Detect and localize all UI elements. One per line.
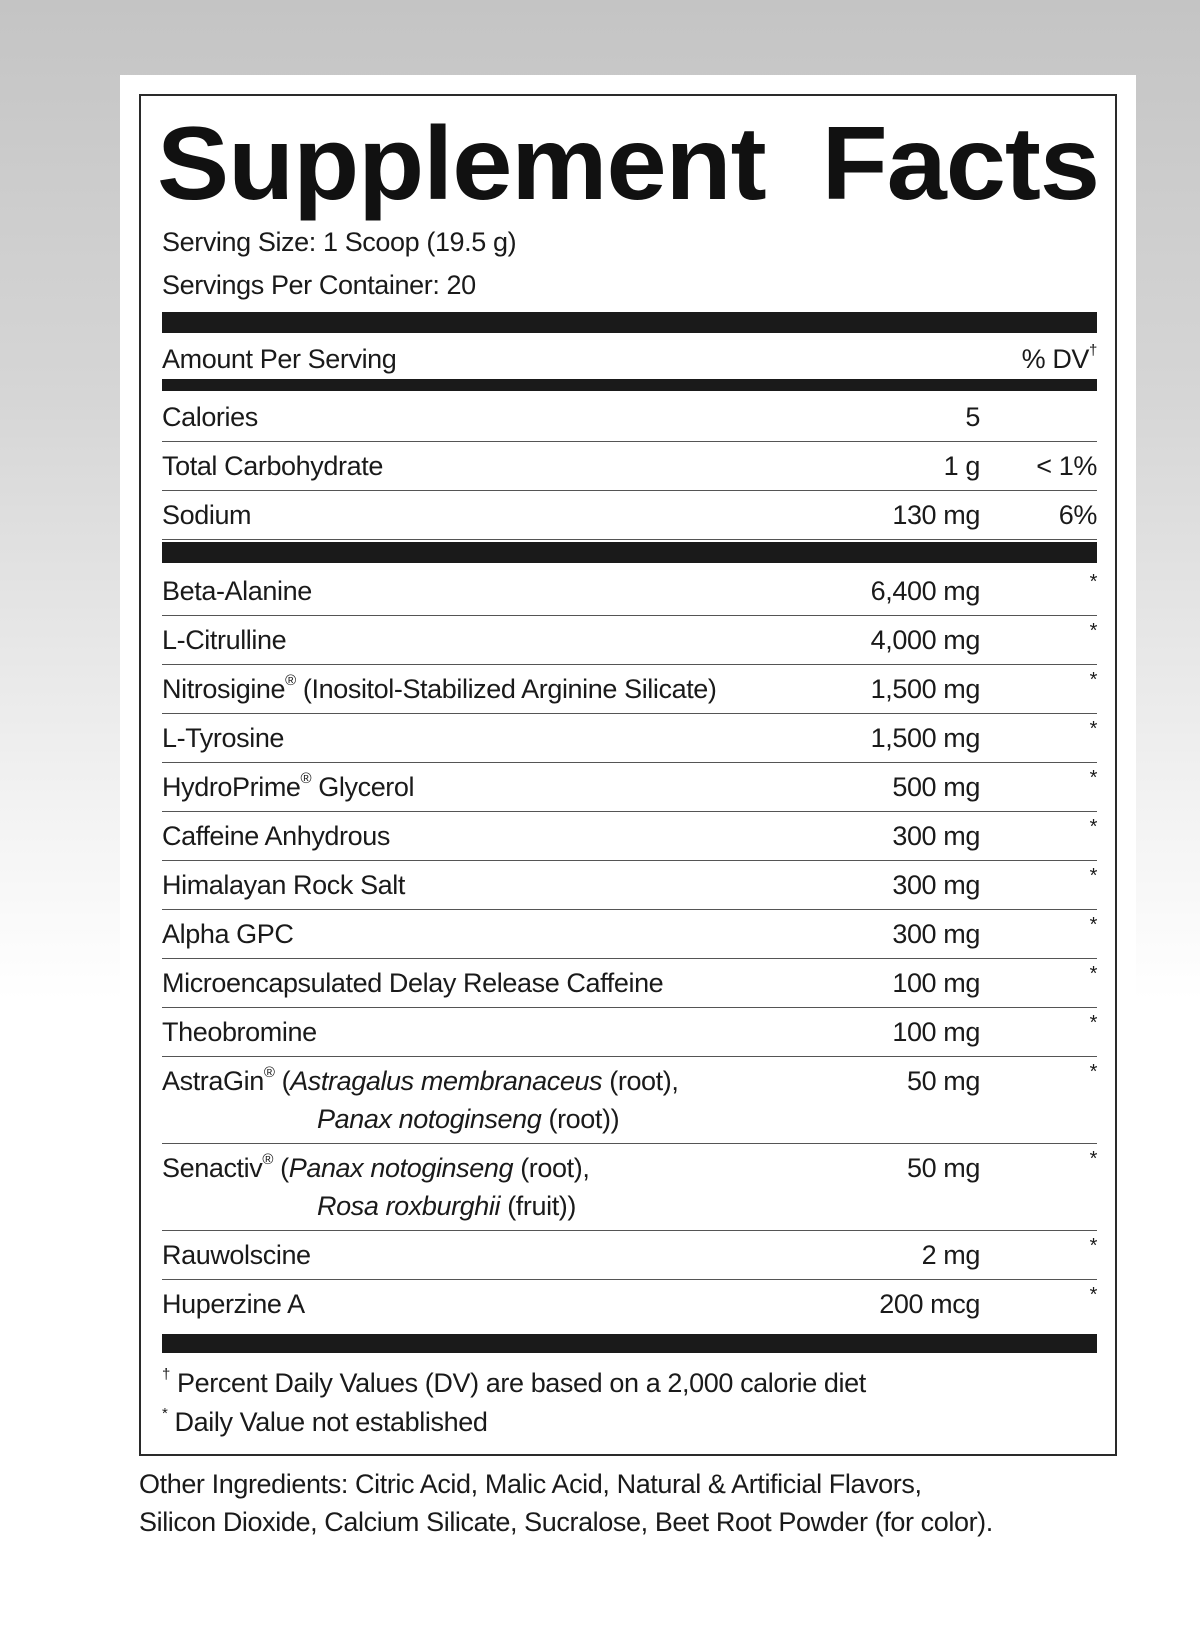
row-daily-value: * bbox=[1089, 571, 1097, 593]
registered-mark: ® bbox=[300, 770, 312, 787]
nutrient-row bbox=[162, 393, 1097, 442]
row-daily-value: < 1% bbox=[1036, 451, 1097, 481]
row-daily-value: * bbox=[1089, 718, 1097, 740]
name-segment: (Inositol-Stabilized Arginine Silicate) bbox=[295, 674, 717, 704]
ingredient-row bbox=[162, 567, 1097, 616]
amount-header bbox=[162, 344, 1097, 375]
name-segment: HydroPrime bbox=[162, 772, 301, 802]
row-name bbox=[162, 870, 405, 901]
ingredient-row bbox=[162, 1280, 1097, 1329]
dv-header bbox=[1022, 344, 1097, 375]
name-segment: Nitrosigine bbox=[162, 674, 286, 704]
dv-label: % DV bbox=[1021, 344, 1090, 374]
row-name bbox=[162, 1289, 305, 1320]
name-segment: L-Tyrosine bbox=[162, 723, 285, 753]
row-name bbox=[162, 968, 663, 999]
ingredient-row bbox=[162, 616, 1097, 665]
ingredient-row bbox=[162, 714, 1097, 763]
ingredient-row bbox=[162, 861, 1097, 910]
ingredient-row bbox=[162, 1008, 1097, 1057]
ingredient-row bbox=[162, 665, 1097, 714]
row-name bbox=[162, 625, 286, 656]
name-segment: Caffeine Anhydrous bbox=[162, 821, 390, 851]
row-name bbox=[162, 500, 251, 531]
row-amount: 100 mg bbox=[892, 968, 980, 998]
row-amount: 6,400 mg bbox=[870, 576, 980, 606]
row-daily-value: * bbox=[1089, 1235, 1097, 1257]
row-daily-value: * bbox=[1089, 1012, 1097, 1034]
row-amount: 50 mg bbox=[906, 1153, 980, 1183]
row-name bbox=[162, 1066, 678, 1097]
row-name bbox=[162, 821, 390, 852]
row-amount: 200 mcg bbox=[879, 1289, 980, 1319]
label-title: Supplement Facts bbox=[157, 106, 1099, 222]
star-footnote bbox=[162, 1407, 487, 1438]
row-name-continued bbox=[317, 1191, 576, 1222]
nutrient-row bbox=[162, 491, 1097, 540]
row-amount: 1,500 mg bbox=[870, 674, 980, 704]
row-daily-value: * bbox=[1089, 865, 1097, 887]
name-segment: Beta-Alanine bbox=[162, 576, 312, 606]
row-name bbox=[162, 1017, 317, 1048]
row-name bbox=[162, 674, 717, 705]
name-segment: Sodium bbox=[162, 500, 252, 530]
supplement-facts-box bbox=[139, 94, 1117, 1456]
dagger-mark: † bbox=[1089, 342, 1097, 359]
name-segment: ( bbox=[273, 1153, 289, 1183]
row-amount: 1 g bbox=[943, 451, 980, 481]
row-amount: 1,500 mg bbox=[870, 723, 980, 753]
registered-mark: ® bbox=[285, 672, 296, 689]
amount-per-serving-label: Amount Per Serving bbox=[162, 344, 397, 374]
dv-footnote bbox=[162, 1368, 866, 1399]
thick-divider bbox=[162, 312, 1097, 333]
ingredient-row bbox=[162, 959, 1097, 1008]
row-name bbox=[162, 402, 258, 433]
name-segment: AstraGin bbox=[162, 1066, 264, 1096]
name-segment: (root)) bbox=[541, 1104, 620, 1134]
name-segment: Calories bbox=[162, 402, 258, 432]
other-ingredients-line-2: Silicon Dioxide, Calcium Silicate, Sucralose, Beet Root Powder (for color). bbox=[139, 1507, 993, 1537]
row-name bbox=[162, 723, 284, 754]
row-daily-value: * bbox=[1089, 620, 1097, 642]
row-name bbox=[162, 451, 383, 482]
name-segment: Panax notoginseng bbox=[288, 1153, 514, 1183]
name-segment: Total Carbohydrate bbox=[162, 451, 383, 481]
name-segment: Huperzine A bbox=[162, 1289, 305, 1319]
name-segment: ( bbox=[274, 1066, 291, 1096]
nutrient-rows bbox=[162, 393, 1097, 540]
ingredient-row bbox=[162, 1057, 1097, 1144]
row-name bbox=[162, 1153, 589, 1184]
asterisk-mark: * bbox=[162, 1405, 168, 1422]
name-segment: Rosa roxburghii bbox=[317, 1191, 501, 1221]
row-amount: 100 mg bbox=[892, 1017, 980, 1047]
medium-divider bbox=[162, 379, 1097, 391]
row-amount: 130 mg bbox=[892, 500, 980, 530]
row-daily-value: * bbox=[1089, 816, 1097, 838]
name-segment: Astragalus membranaceus bbox=[290, 1066, 603, 1096]
name-segment: Senactiv bbox=[162, 1153, 263, 1183]
row-daily-value: * bbox=[1089, 1061, 1097, 1083]
row-daily-value: * bbox=[1089, 1148, 1097, 1170]
name-segment: L-Citrulline bbox=[162, 625, 287, 655]
row-name bbox=[162, 919, 293, 950]
name-segment: (fruit)) bbox=[500, 1191, 576, 1221]
ingredient-row bbox=[162, 763, 1097, 812]
name-segment: Theobromine bbox=[162, 1017, 317, 1047]
ingredient-row bbox=[162, 910, 1097, 959]
row-amount: 4,000 mg bbox=[870, 625, 980, 655]
row-daily-value: * bbox=[1089, 963, 1097, 985]
name-segment: Rauwolscine bbox=[162, 1240, 311, 1270]
ingredient-rows bbox=[162, 567, 1097, 1329]
row-daily-value: * bbox=[1089, 767, 1097, 789]
row-amount: 5 bbox=[965, 402, 980, 432]
row-amount: 300 mg bbox=[892, 821, 980, 851]
name-segment: (root), bbox=[602, 1066, 679, 1096]
nutrient-row bbox=[162, 442, 1097, 491]
row-amount: 2 mg bbox=[921, 1240, 980, 1270]
thick-divider bbox=[162, 1334, 1097, 1353]
serving-size: Serving Size: 1 Scoop (19.5 g) bbox=[162, 227, 517, 257]
name-segment: Microencapsulated Delay Release Caffeine bbox=[162, 968, 664, 998]
row-amount: 300 mg bbox=[892, 870, 980, 900]
name-segment: (root), bbox=[513, 1153, 590, 1183]
row-amount: 50 mg bbox=[906, 1066, 980, 1096]
registered-mark: ® bbox=[263, 1064, 275, 1081]
row-name bbox=[162, 772, 414, 803]
row-name-continued bbox=[317, 1104, 619, 1135]
ingredient-row bbox=[162, 1231, 1097, 1280]
servings-per-container: Servings Per Container: 20 bbox=[162, 270, 476, 300]
other-ingredients-line-1: Other Ingredients: Citric Acid, Malic Acid, Natural & Artificial Flavors, bbox=[139, 1469, 922, 1499]
row-amount: 300 mg bbox=[892, 919, 980, 949]
registered-mark: ® bbox=[262, 1151, 274, 1168]
name-segment: Panax notoginseng bbox=[317, 1104, 542, 1134]
dagger-mark: † bbox=[162, 1366, 170, 1383]
row-daily-value: * bbox=[1089, 669, 1097, 691]
row-daily-value: * bbox=[1089, 914, 1097, 936]
name-segment: Glycerol bbox=[311, 772, 415, 802]
row-daily-value: 6% bbox=[1058, 500, 1097, 530]
ingredient-row bbox=[162, 1144, 1097, 1231]
ingredient-row bbox=[162, 812, 1097, 861]
row-daily-value: * bbox=[1089, 1284, 1097, 1306]
star-footnote-text: Daily Value not established bbox=[167, 1407, 488, 1437]
row-name bbox=[162, 576, 312, 607]
dv-footnote-text: Percent Daily Values (DV) are based on a 2,000 calorie diet bbox=[169, 1368, 866, 1398]
row-name bbox=[162, 1240, 311, 1271]
name-segment: Alpha GPC bbox=[162, 919, 294, 949]
row-amount: 500 mg bbox=[892, 772, 980, 802]
thick-divider bbox=[162, 542, 1097, 563]
name-segment: Himalayan Rock Salt bbox=[162, 870, 405, 900]
